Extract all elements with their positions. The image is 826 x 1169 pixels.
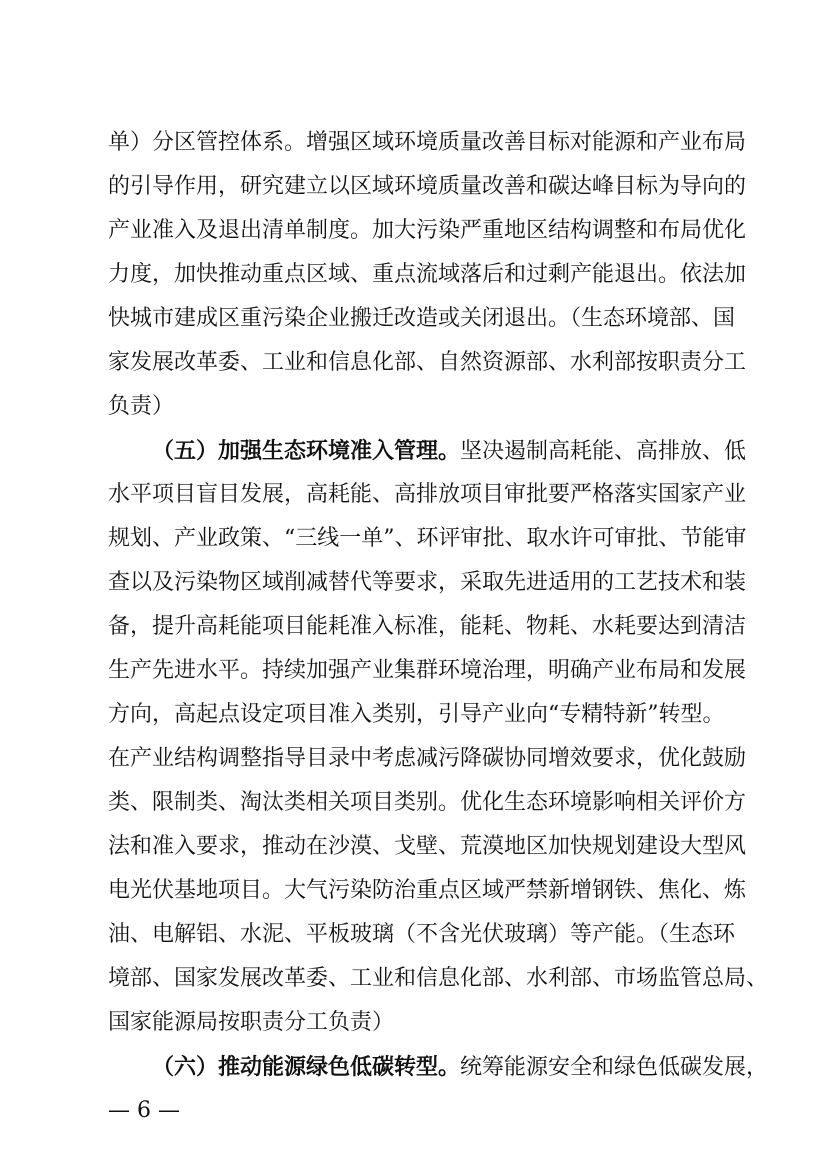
body-line: 规划、产业政策、“三线一单”、环评审批、取水许可审批、节能审 xyxy=(108,526,747,551)
body-line: 备，提升高耗能项目能耗准入标准，能耗、物耗、水耗要达到清洁 xyxy=(108,614,747,639)
body-line: 法和准入要求，推动在沙漠、戈壁、荒漠地区加快规划建设大型风 xyxy=(108,834,747,859)
body-line: 国家能源局按职责分工负责） xyxy=(108,1010,395,1035)
body-line: 力度，加快推动重点区域、重点流域落后和过剩产能退出。依法加 xyxy=(108,262,747,287)
body-line: 单）分区管控体系。增强区域环境质量改善目标对能源和产业布局 xyxy=(108,130,747,155)
body-line: 产业准入及退出清单制度。加大污染严重地区结构调整和布局优化 xyxy=(108,218,747,243)
body-line: 水平项目盲目发展，高耗能、高排放项目审批要严格落实国家产业 xyxy=(108,482,747,507)
section-6-heading: （六）推动能源绿色低碳转型。 xyxy=(152,1054,461,1080)
body-text: 坚决遏制高耗能、高排放、低 xyxy=(460,439,747,464)
body-line: 在产业结构调整指导目录中考虑减污降碳协同增效要求，优化鼓励 xyxy=(108,746,747,771)
section-6-first-line xyxy=(152,1054,769,1080)
body-line: 境部、国家发展改革委、工业和信息化部、水利部、市场监管总局、 xyxy=(108,966,769,991)
body-line: 负责） xyxy=(108,394,175,419)
body-line: 的引导作用，研究建立以区域环境质量改善和碳达峰目标为导向的 xyxy=(108,174,747,199)
section-5-heading: （五）加强生态环境准入管理。 xyxy=(152,438,461,464)
section-5-first-line xyxy=(152,438,747,464)
body-line: 家发展改革委、工业和信息化部、自然资源部、水利部按职责分工 xyxy=(108,350,747,375)
body-line: 类、限制类、淘汰类相关项目类别。优化生态环境影响相关评价方 xyxy=(108,790,747,815)
body-line: 查以及污染物区域削减替代等要求，采取先进适用的工艺技术和装 xyxy=(108,570,747,595)
body-text: 统筹能源安全和绿色低碳发展， xyxy=(460,1055,769,1080)
body-line: 方向，高起点设定项目准入类别，引导产业向“专精特新”转型。 xyxy=(108,702,725,727)
page-number: — 6 — xyxy=(108,1098,180,1123)
body-line: 电光伏基地项目。大气污染防治重点区域严禁新增钢铁、焦化、炼 xyxy=(108,878,747,903)
body-line: 生产先进水平。持续加强产业集群环境治理，明确产业布局和发展 xyxy=(108,658,747,683)
body-line: 快城市建成区重污染企业搬迁改造或关闭退出。（生态环境部、国 xyxy=(108,306,736,331)
body-line: 油、电解铝、水泥、平板玻璃（不含光伏玻璃）等产能。（生态环 xyxy=(108,922,736,947)
